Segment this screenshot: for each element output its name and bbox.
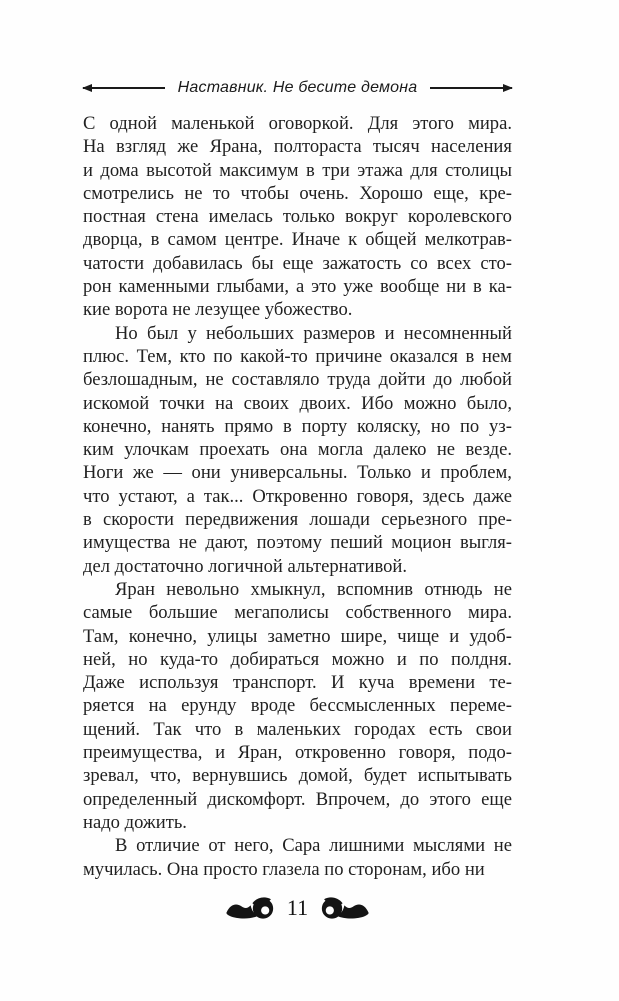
left-arrow-icon (83, 87, 165, 89)
text-line: преимущества, и Яран, откровенно говоря, подо- (83, 742, 512, 764)
right-arrow-icon (430, 87, 512, 89)
text-line: смотрелись не то чтобы очень. Хорошо еще, кре- (83, 182, 512, 204)
text-line: С одной маленькой оговоркой. Для этого мира. (83, 113, 512, 134)
text-line: В отличие от него, Сара лишними мыслями не (115, 835, 512, 857)
text-line: дворца, в самом центре. Иначе к общей мелкотрав- (83, 229, 512, 251)
text-line: щений. Так что в маленьких городах есть свои (83, 718, 512, 740)
text-line: Там, конечно, улицы заметно шире, чище и удоб- (83, 625, 512, 647)
page-footer (83, 894, 512, 922)
text-line: искомой точки на своих двоих. Ибо можно было, (83, 392, 512, 414)
running-head-title: Наставник. Не бесите демона (177, 79, 418, 96)
swirl-ornament-left-icon (225, 895, 278, 922)
text-line: в скорости передвижения лошади серьезного пре- (83, 509, 512, 531)
text-line: Яран невольно хмыкнул, вспомнив отнюдь не (115, 578, 512, 600)
page-text (83, 112, 512, 881)
text-line: безлошадным, не составляло труда дойти до любой (83, 369, 512, 391)
text-line: конечно, нанять прямо в порту коляску, но по уз- (83, 415, 512, 437)
text-line: что устают, а так... Откровенно говоря, здесь даже (83, 485, 512, 507)
text-line: На взгляд же Ярана, полтораста тысяч населения (83, 136, 512, 158)
text-line: самые большие мегаполисы собственного мира. (83, 602, 512, 624)
text-line: ней, но куда-то добираться можно и по полдня. (83, 648, 512, 670)
text-line: Ноги же — они универсальны. Только и проблем, (83, 462, 512, 484)
text-line: дел достаточно логичной альтернативой. (83, 555, 408, 577)
text-line: имущества не дают, поэтому пеший моцион выгля- (83, 532, 512, 554)
running-head (83, 79, 512, 97)
text-line: кие ворота не лезущее убожество. (83, 299, 353, 321)
text-line: чатости добавилась бы еще зажатость со всех сто- (83, 252, 512, 274)
text-line: Но был у небольших размеров и несомненный (115, 322, 512, 344)
text-line: определенный дискомфорт. Впрочем, до этого еще (83, 788, 512, 810)
swirl-ornament-right-icon (317, 895, 370, 922)
text-line: рон каменными глыбами, а это уже вообще ни в ка- (83, 276, 512, 298)
page-number: 11 (286, 895, 309, 920)
text-line: Даже используя транспорт. И куча времени те- (83, 672, 512, 694)
text-line: и дома высотой максимум в три этажа для столицы (83, 159, 512, 181)
text-line: ким улочкам проехать она могла далеко не везде. (83, 439, 512, 461)
text-line: плюс. Тем, кто по какой-то причине оказался в нем (83, 345, 512, 367)
text-line: постная стена имелась только вокруг королевского (83, 206, 512, 228)
text-line: зревал, что, вернувшись домой, будет испытывать (83, 765, 512, 787)
text-line: надо дожить. (83, 811, 187, 833)
text-line: ряется на ерунду вроде бессмысленных переме- (83, 695, 512, 717)
text-line: мучилась. Она просто глазела по сторонам, ибо ни (83, 858, 485, 880)
